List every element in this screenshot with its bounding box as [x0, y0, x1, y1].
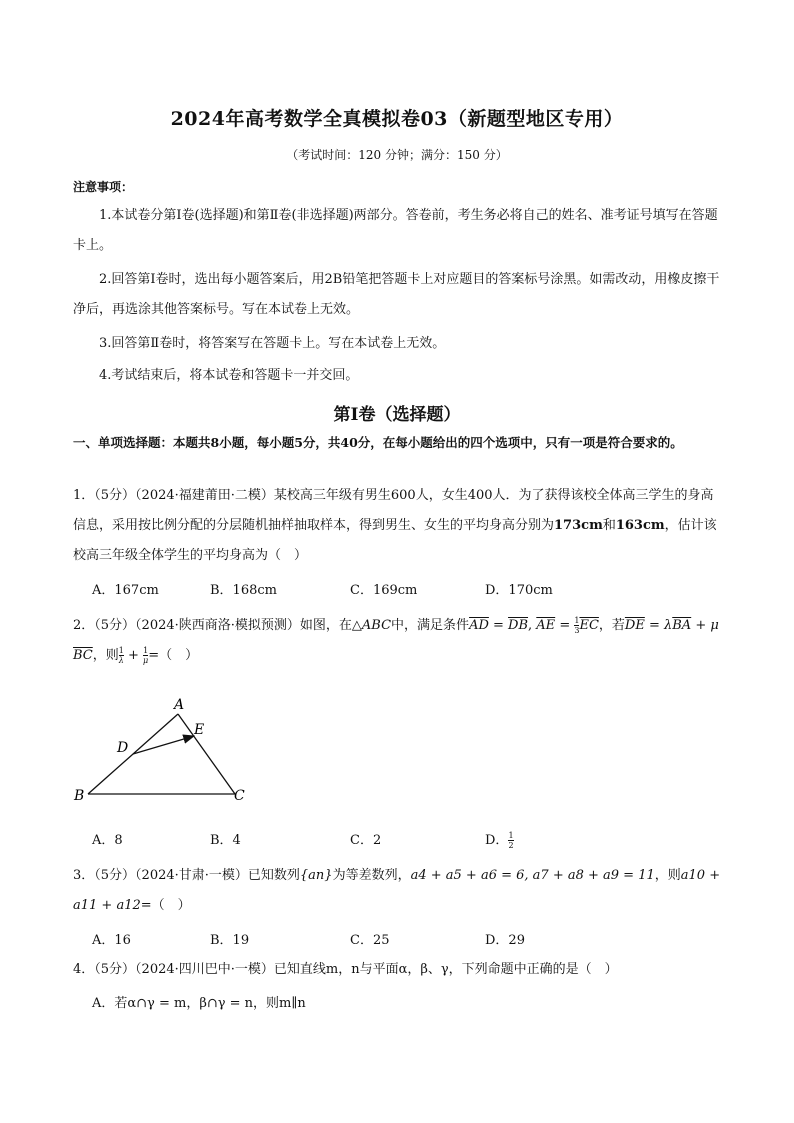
- figure-label-a: A: [174, 697, 185, 713]
- q2-vec-bc: $\overline{BC}$: [73, 648, 93, 663]
- q2-stem: 2．（5分）（2024·陕西商洛·模拟预测）如图，在: [73, 618, 352, 633]
- exam-title: 2024年高考数学全真模拟卷03（新题型地区专用）: [170, 108, 624, 130]
- q1-stem-end: ，估计该校高三年级全体学生的平均身高为（ ）: [73, 518, 717, 563]
- q1-and: 和: [602, 518, 616, 533]
- q2-ask: ，则: [92, 648, 119, 663]
- notice-item-2: 2.回答第Ⅰ卷时，选出每小题答案后，用2B铅笔把答题卡上对应题目的答案标号涂黑。如需改动，用橡皮擦干净后，再选涂其他答案标号。写在本试卷上无效。: [73, 272, 720, 317]
- exam-subtitle: （考试时间：120 分钟；满分：150 分）: [286, 148, 508, 162]
- figure-side-ac: [178, 714, 235, 794]
- q3-option-a[interactable]: A．16: [92, 933, 131, 948]
- q3-condition: a4 + a5 + a6 = 6, a7 + a8 + a9 = 11: [410, 868, 655, 883]
- q1-option-d[interactable]: D．170cm: [485, 583, 553, 598]
- q1-option-a[interactable]: A．167cm: [92, 583, 159, 598]
- q2-vec-ae: $\overline{AE}$: [536, 618, 556, 633]
- q3-sequence: {an}: [299, 868, 333, 883]
- q3-ask: ，则: [654, 868, 681, 883]
- q3-stem: 3．（5分）（2024·甘肃·一模）已知数列: [73, 868, 300, 883]
- q3-target-sum: a10 + a11 + a12: [73, 868, 721, 913]
- q2-option-b[interactable]: B．4: [210, 833, 241, 848]
- q2-vec-ba: $\overline{BA}$: [672, 618, 692, 633]
- q3-mid: 为等差数列，: [332, 868, 411, 883]
- q4-option-a[interactable]: A．若α∩γ = m，β∩γ = n，则m∥n: [92, 996, 306, 1011]
- q2-option-c[interactable]: C．2: [350, 833, 382, 848]
- q3-end: =（ ）: [140, 898, 191, 913]
- section-intro: 一、单项选择题：本题共8小题，每小题5分，共40分，在每小题给出的四个选项中，只有一项是符合要求的。: [73, 435, 683, 450]
- q2-option-d-half: $\frac{1}{2}$: [508, 831, 514, 850]
- notice-item-1: 1.本试卷分第Ⅰ卷(选择题)和第Ⅱ卷(非选择题)两部分。答卷前，考生务必将自己的姓名、准考证号填写在答题卡上。: [73, 208, 718, 253]
- figure-label-d: D: [117, 740, 129, 756]
- figure-label-c: C: [234, 788, 245, 804]
- notice-item-3: 3.回答第Ⅱ卷时，将答案写在答题卡上。写在本试卷上无效。: [99, 336, 446, 351]
- q3-option-c[interactable]: C．25: [350, 933, 390, 948]
- q2-vec-db: $\overline{DB}$: [508, 618, 529, 633]
- figure-label-e: E: [194, 722, 205, 738]
- question-1: [73, 481, 725, 571]
- q1-stem: 1．（5分）（2024·福建莆田·二模）某校高三年级有男生600人，女生400人．为了获得该校全体高三学生的身高信息，采用按比例分配的分层随机抽样抽取样本，得到男生、女生的平均身高分别为: [73, 488, 714, 533]
- q3-option-b[interactable]: B．19: [210, 933, 250, 948]
- q1-option-b[interactable]: B．168cm: [210, 583, 277, 598]
- q2-frac-mu: $\frac{1}{\mu}$: [143, 646, 149, 665]
- q2-triangle: △ABC: [351, 618, 392, 633]
- q2-options: [92, 829, 692, 849]
- q2-triangle-figure: [70, 694, 260, 806]
- q1-male-height: 173cm: [554, 518, 603, 533]
- question-4: 4．（5分）（2024·四川巴中·一模）已知直线m，n与平面α，β、γ，下列命题中正确的是（ ）: [73, 962, 618, 977]
- notice-item-4: 4.考试结束后，将本试卷和答题卡一并交回。: [99, 368, 359, 383]
- q2-option-d[interactable]: D． $\frac{1}{2}$: [485, 831, 514, 850]
- q2-vec-ec: $\overline{EC}$: [579, 618, 599, 633]
- section-title: 第Ⅰ卷（选择题）: [333, 405, 461, 425]
- q2-cond-label: 中，满足条件: [391, 618, 470, 633]
- figure-label-b: B: [74, 788, 85, 804]
- question-2: 2．（5分）（2024·陕西商洛·模拟预测）如图，在△ABC中，满足条件$\overline{AD} = \overline{DB}$, $\overline{AE}$ = $\frac{1}{3}$ $\overline{EC}$，若$\overline{DE} = \lambda\overline{BA} + \mu$ $\overline{BC}$，则 $\frac{1}{\lambda}$ + $\frac{1}{\mu}$ =（ ）: [73, 616, 719, 665]
- q4-options: [92, 992, 692, 1012]
- notice-label: 注意事项：: [73, 180, 134, 194]
- q2-end: =（ ）: [148, 648, 199, 663]
- q1-options: [92, 579, 692, 599]
- question-3: [73, 861, 725, 921]
- q3-option-d[interactable]: D．29: [485, 933, 525, 948]
- q1-option-c[interactable]: C．169cm: [350, 583, 418, 598]
- q2-option-a[interactable]: A．8: [92, 833, 123, 848]
- q2-then: ，若: [598, 618, 625, 633]
- q2-vec-ad: $\overline{AD}$: [469, 618, 489, 633]
- q2-frac-one-third: $\frac{1}{3}$: [574, 616, 580, 635]
- q2-vec-de: $\overline{DE}$: [624, 618, 645, 633]
- q1-female-height: 163cm: [615, 518, 665, 533]
- q2-frac-lambda: $\frac{1}{\lambda}$: [118, 646, 124, 665]
- q3-options: [92, 929, 692, 949]
